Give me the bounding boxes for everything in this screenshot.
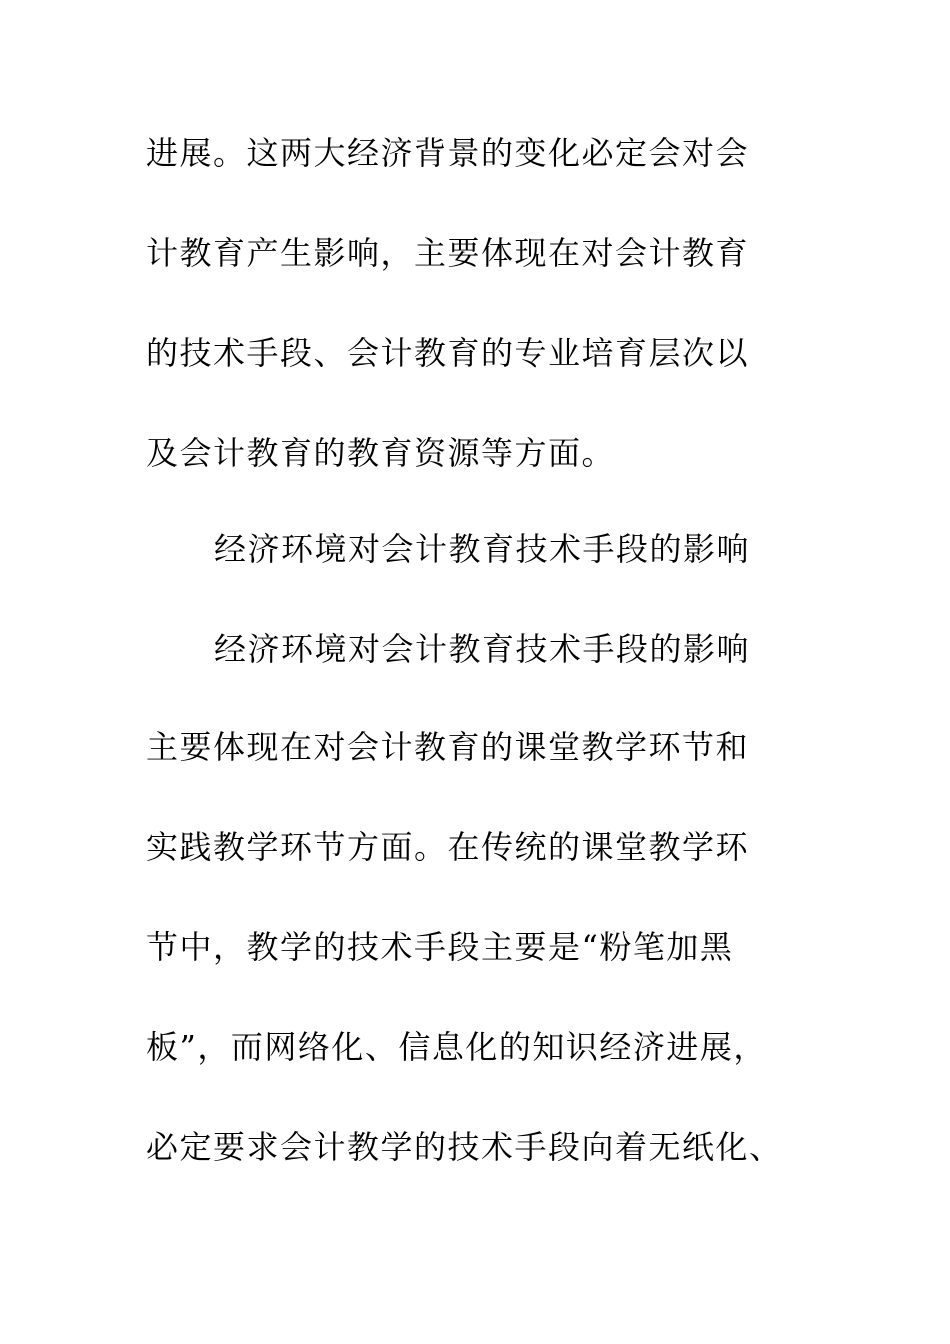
text-line: 进展。这两大经济背景的变化必定会对会 (146, 134, 750, 172)
text-line: 板”，而网络化、信息化的知识经济进展， (146, 1028, 767, 1066)
section-heading: 经济环境对会计教育技术手段的影响 (214, 530, 751, 568)
text-line: 及会计教育的教育资源等方面。 (146, 434, 616, 472)
text-line: 节中，教学的技术手段主要是“粉笔加黑 (146, 928, 734, 966)
text-line: 实践教学环节方面。在传统的课堂教学环 (146, 828, 750, 866)
text-line: 必定要求会计教学的技术手段向着无纸化、 (146, 1128, 783, 1166)
text-line: 主要体现在对会计教育的课堂教学环节和 (146, 728, 750, 766)
paragraph-first-line: 经济环境对会计教育技术手段的影响 (214, 630, 751, 668)
text-line: 计教育产生影响，主要体现在对会计教育 (146, 234, 750, 272)
text-line: 的技术手段、会计教育的专业培育层次以 (146, 334, 750, 372)
